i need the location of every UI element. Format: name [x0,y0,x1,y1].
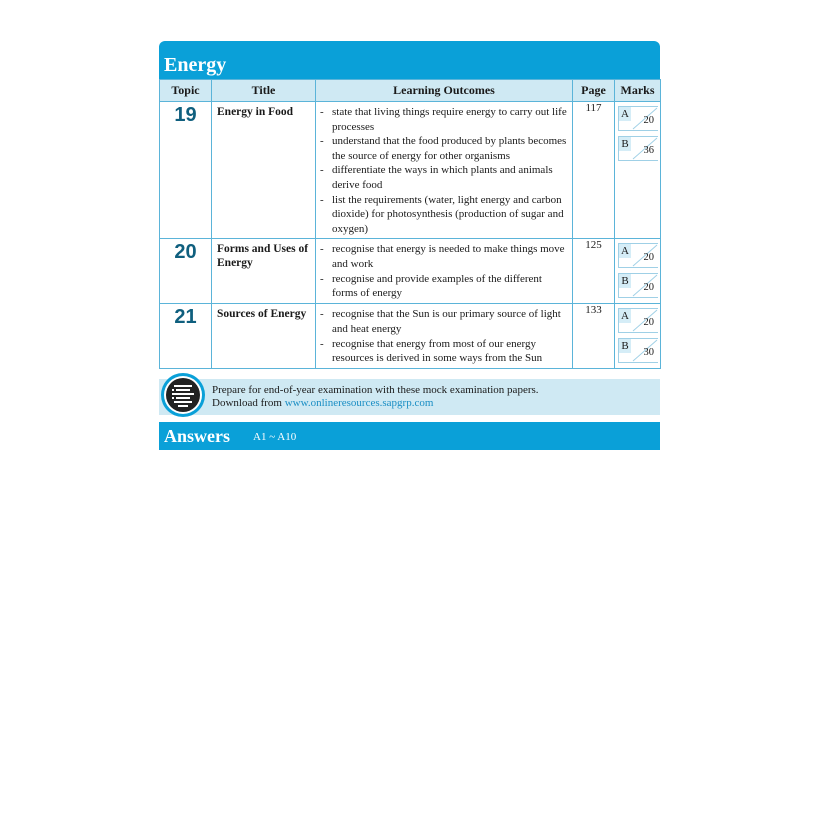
marks-box-a [618,106,658,131]
promo-text [212,384,539,410]
topic-title: Sources of Energy [217,308,307,321]
learning-outcome-text: understand that the food produced by plants becomes the source of energy for other organisms [332,135,567,162]
section-title: Energy [164,54,227,76]
marks-section-label: B [619,137,631,151]
topic-number-cell [160,239,212,304]
table-row [160,102,661,239]
promo-download-prefix: Download from [212,397,285,410]
header-topic: Topic [160,80,212,102]
learning-outcomes-list [316,239,572,302]
answers-range: A1 ~ A10 [253,431,297,444]
topic-number-cell [160,102,212,239]
marks-box-b [618,136,658,161]
page-number: 125 [573,239,615,304]
marks-section-label: A [619,244,631,258]
answers-label: Answers [164,426,230,447]
header-marks: Marks [615,80,661,102]
topic-number: 20 [174,241,197,264]
marks-total: 30 [643,347,654,359]
section-header [159,41,660,79]
marks-section-label: B [619,274,631,288]
marks-box-a [618,243,658,268]
marks-cell [615,239,661,304]
marks-total: 20 [643,115,654,126]
learning-outcomes-list [316,304,572,367]
marks-total: 20 [643,252,654,264]
topic-number: 21 [174,306,197,329]
list-item: - differentiate the ways in which plants and animals derive food [320,164,553,191]
topic-number: 19 [174,104,197,126]
list-item: - understand that the food produced by plants becomes the source of energy for other organisms [320,135,567,162]
list-item: - recognise that energy from most of our energy resources is derived in some ways from the Sun [320,337,543,365]
list-item: - list the requirements (water, light energy and carbon dioxide) for photosynthesis (production of sugar and oxygen) [320,193,564,235]
list-item: - recognise and provide examples of the different forms of energy [320,272,542,300]
page-number: 133 [573,304,615,369]
table-header-row [160,80,661,102]
topic-number-cell [160,304,212,369]
answers-bar [159,422,660,450]
list-item: - state that living things require energy to carry out life processes [320,106,567,133]
table-row [160,304,661,369]
marks-section-label: A [619,309,631,323]
table-row [160,239,661,304]
header-page: Page [573,80,615,102]
marks-total: 36 [643,145,654,156]
marks-cell [615,304,661,369]
marks-total: 20 [643,317,654,329]
marks-box-a [618,308,658,333]
marks-section-label: A [619,107,631,121]
learning-outcome-text: recognise that the Sun is our primary source of light and heat energy [332,308,561,335]
learning-outcomes-cell [316,239,573,304]
learning-outcome-text: recognise and provide examples of the different forms of energy [332,272,542,300]
header-title: Title [212,80,316,102]
topic-title-cell [212,304,316,369]
learning-outcome-text: recognise that energy from most of our energy resources is derived in some ways from the Sun [332,337,543,365]
learning-outcomes-cell [316,102,573,239]
marks-box-b [618,273,658,298]
marks-box-b [618,338,658,363]
learning-outcome-text: differentiate the ways in which plants and animals derive food [332,164,553,191]
header-learning-outcomes: Learning Outcomes [316,80,573,102]
promo-line-2 [212,397,539,410]
topic-title: Forms and Uses of Energy [217,243,309,270]
learning-outcomes-list [316,102,572,238]
marks-total: 20 [643,282,654,294]
list-item: - recognise that energy is needed to make things move and work [320,243,565,270]
topics-table [159,79,661,369]
marks-section-label: B [619,339,631,353]
marks-cell [615,102,661,239]
mock-exam-promo [159,379,660,415]
topic-title-cell [212,239,316,304]
exam-paper-disk-icon [160,372,206,418]
learning-outcome-text: list the requirements (water, light energy and carbon dioxide) for photosynthesis (production of sugar and oxygen) [332,193,564,235]
list-item: - recognise that the Sun is our primary source of light and heat energy [320,308,561,335]
promo-line-1: Prepare for end-of-year examination with these mock examination papers. [212,384,539,397]
page-number: 117 [573,102,615,239]
contents-page [159,41,660,450]
topic-title-cell [212,102,316,239]
resources-link[interactable]: www.onlineresources.sapgrp.com [284,397,434,410]
learning-outcomes-cell [316,304,573,369]
learning-outcome-text: recognise that energy is needed to make things move and work [332,243,565,270]
topic-title: Energy in Food [217,106,294,118]
learning-outcome-text: state that living things require energy to carry out life processes [332,106,567,133]
